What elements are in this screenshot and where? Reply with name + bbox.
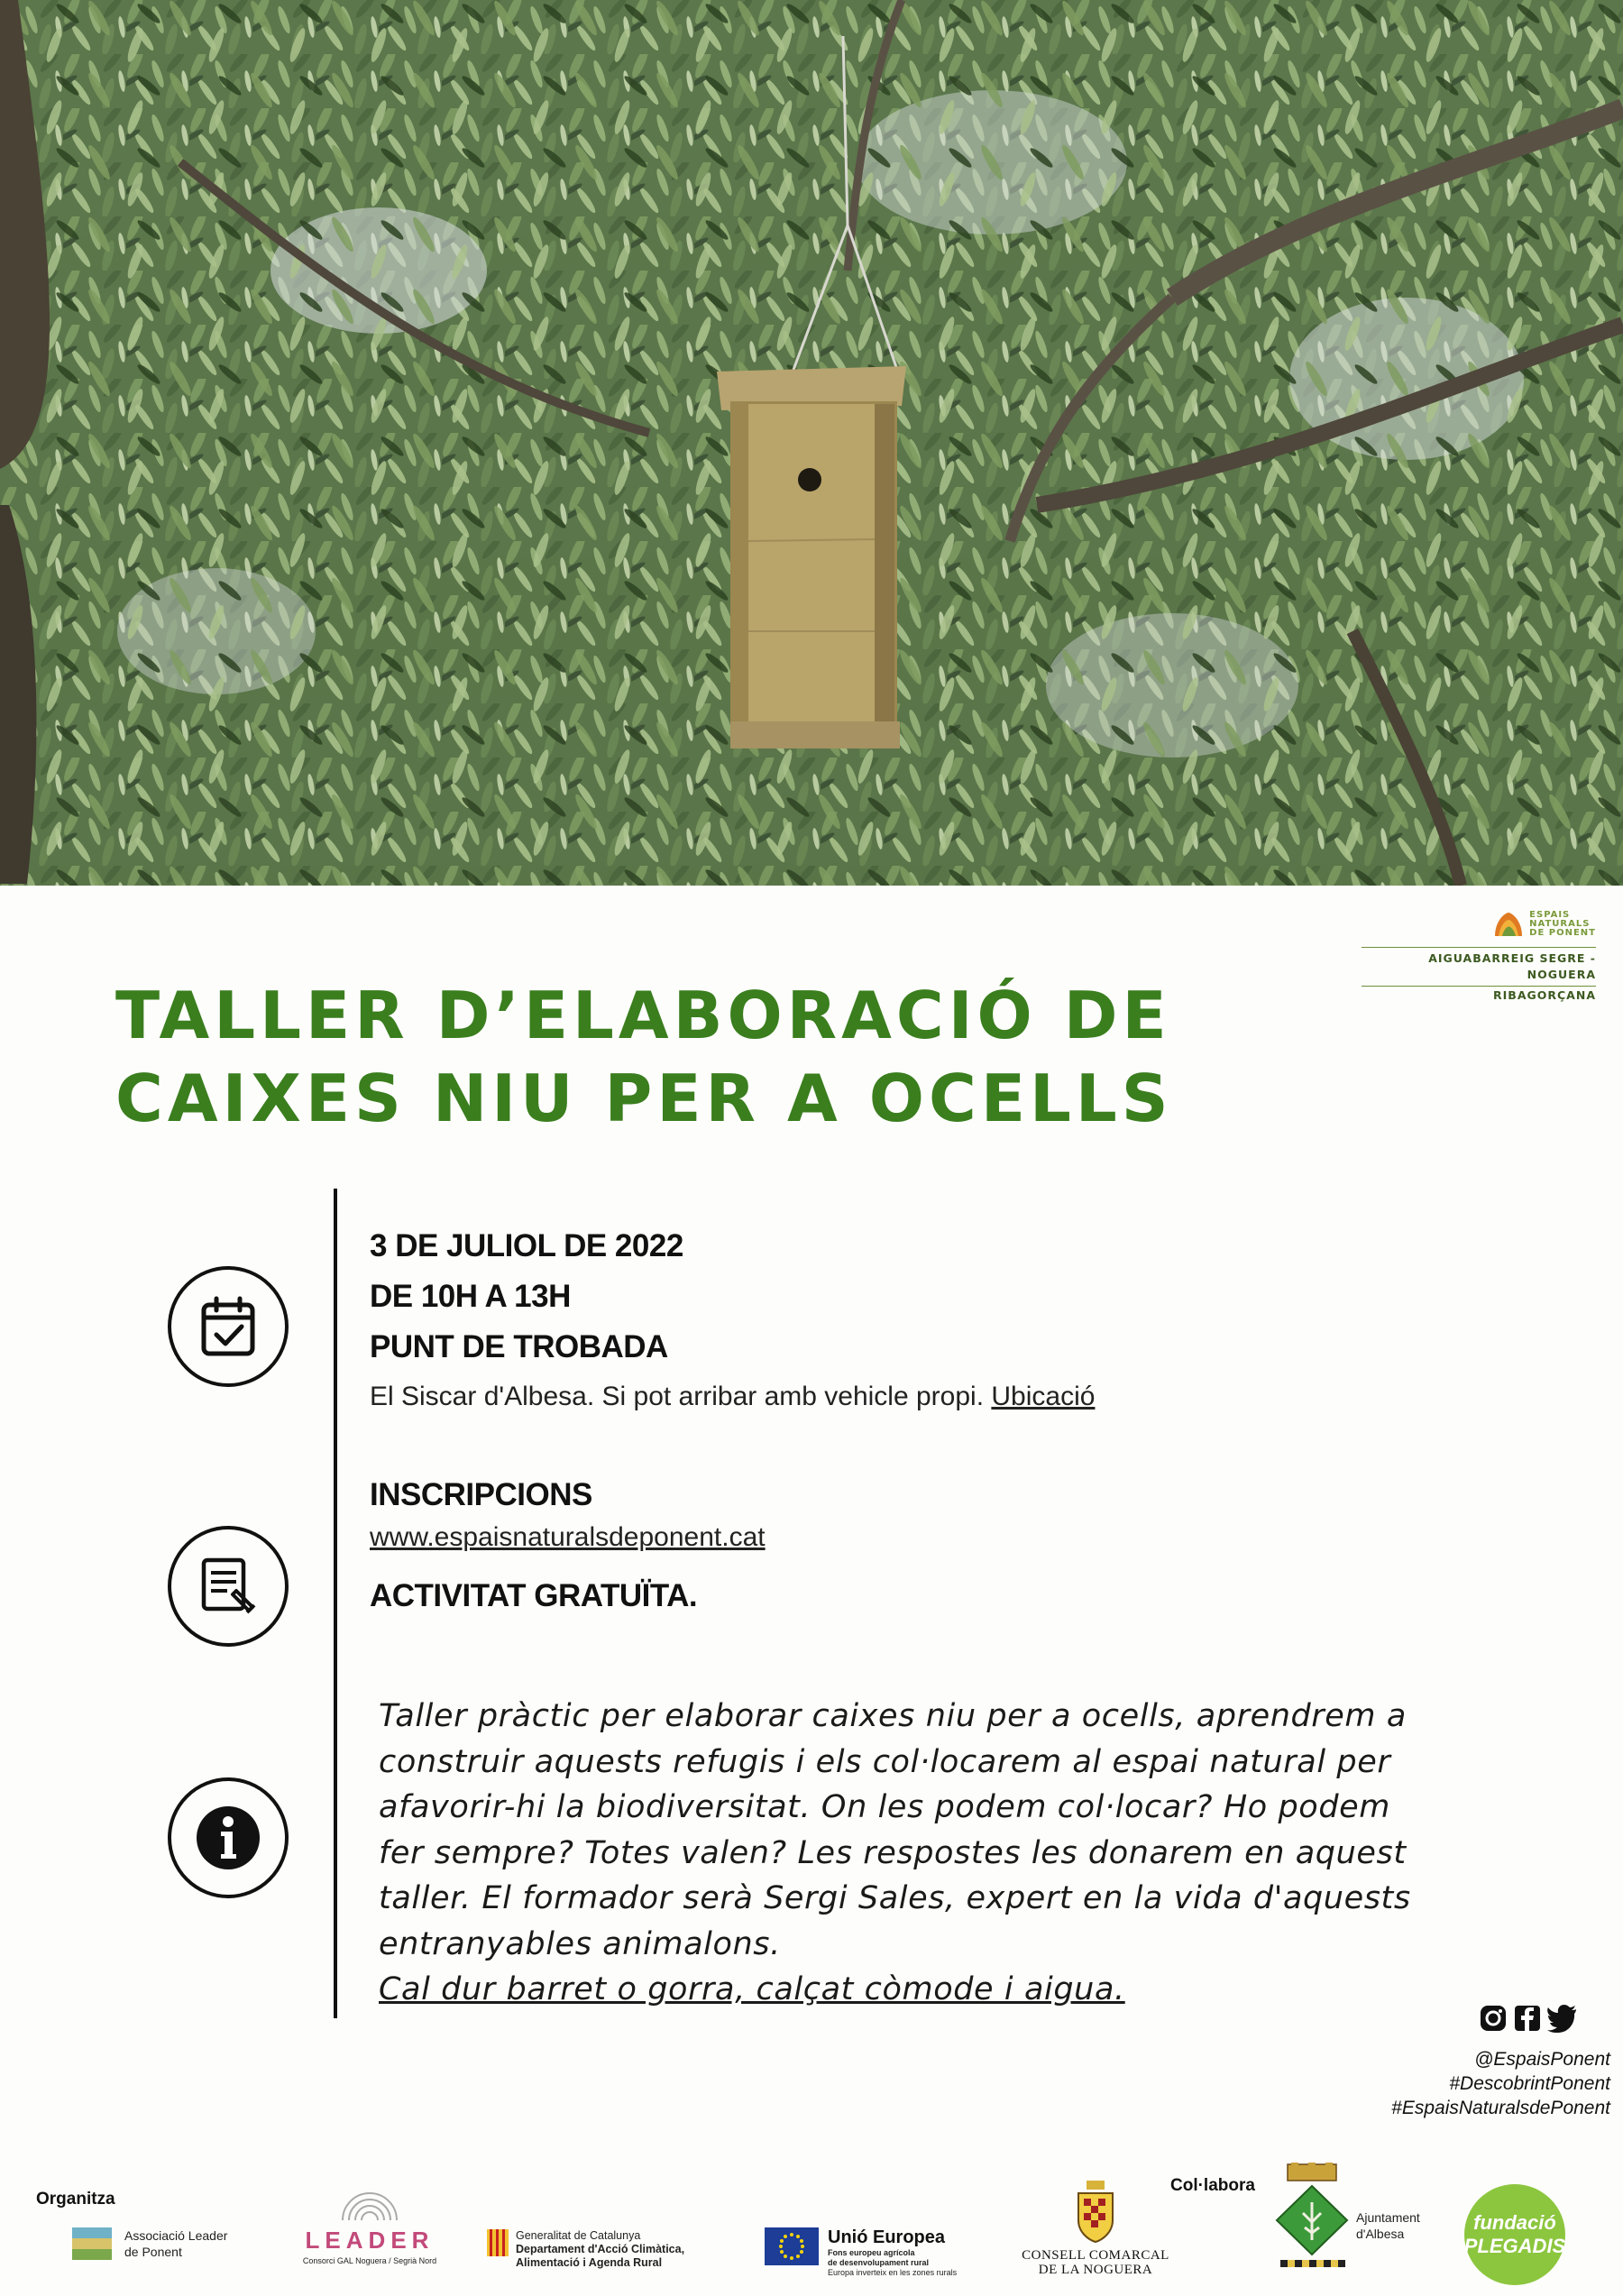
espais-naturals-brand [1362,911,1596,1002]
price-label: ACTIVITAT GRATUÏTA. [370,1578,698,1613]
consell-line1: CONSELL COMARCAL [1022,2248,1169,2263]
plegadis-line2: PLEGADIS [1463,2235,1566,2257]
brand-name-line2: NATURALS [1529,919,1591,929]
instagram-icon[interactable] [1479,2004,1508,2033]
consell-line2: DE LA NOGUERA [1038,2263,1153,2277]
ajuntament-albesa-logo [1273,2163,1420,2276]
description-line: Taller pràctic per elaborar caixes niu per a ocells, aprendrem a [379,1698,1407,1734]
brand-name-line1: ESPAIS [1529,910,1571,920]
leader-arcs-icon [338,2181,401,2220]
description-line: fer sempre? Totes valen? Les respostes les donarem en aquest [379,1834,1407,1871]
twitter-icon[interactable] [1547,2004,1578,2033]
meeting-text-row [370,1382,1095,1412]
ajuntament-line1: Ajuntament [1356,2210,1420,2225]
title-line1: TALLER D’ELABORACIÓ DE [115,978,1171,1053]
brand-name [1529,911,1596,938]
consell-comarcal-logo [1019,2181,1172,2277]
birdhouse-tree-photo-icon [0,0,1623,886]
page-title [115,974,1173,1140]
ajuntament-line2: d'Albesa [1356,2227,1405,2241]
gencat-line2: Departament d'Acció Climàtica, [516,2243,685,2255]
brand-region: AIGUABARREIG SEGRE - NOGUERA [1428,951,1596,981]
social-handle[interactable]: @EspaisPonent [1474,2049,1610,2070]
description [379,1694,1434,1967]
meeting-label: PUNT DE TROBADA [370,1329,668,1364]
collaborates-label: Col·labora [1170,2176,1255,2195]
eu-logo [765,2227,957,2278]
description-note: Cal dur barret o gorra, calçat còmode i aigua. [379,1971,1125,2007]
social-hashtag[interactable]: #EspaisNaturalsdePonent [1391,2098,1610,2118]
espais-naturals-logo-icon [1493,911,1524,938]
location-link[interactable]: Ubicació [991,1382,1096,1411]
leader-word: LEADER [305,2227,435,2254]
signup-link[interactable]: www.espaisnaturalsdeponent.cat [370,1522,766,1552]
brand-region-2: RIBAGORÇANA [1493,988,1596,1002]
eu-line2: de desenvolupament rural [828,2258,930,2267]
registration-form-icon [168,1526,289,1647]
plegadis-line1: fundació [1473,2211,1556,2234]
title-line2: CAIXES NIU PER A OCELLS [115,1061,1173,1136]
social-icons [1479,2004,1578,2033]
social-hashtag[interactable]: #DescobrintPonent [1449,2073,1610,2094]
event-time: DE 10H A 13H [370,1279,571,1314]
signup-label: INSCRIPCIONS [370,1477,592,1512]
calendar-icon [168,1266,289,1387]
organizes-label: Organitza [36,2190,115,2209]
description-line: entranyables animalons. [379,1925,781,1962]
consell-shield-icon [1075,2181,1116,2244]
brand-name-line3: DE PONENT [1529,928,1596,938]
description-line: construir aquests refugis i els col·locarem al espai natural per [379,1743,1391,1780]
event-date: 3 DE JULIOL DE 2022 [370,1228,683,1263]
hero-photo [0,0,1623,886]
generalitat-flag-icon [487,2229,509,2256]
eu-flag-icon [765,2227,819,2265]
eu-title: Unió Europea [828,2227,946,2247]
leader-assoc-line1: Associació Leader [124,2228,228,2243]
leader-ponent-icon [72,2227,112,2260]
meeting-text: El Siscar d'Albesa. Si pot arribar amb vehicle propi. [370,1382,985,1411]
description-line: afavorir-hi la biodiversitat. On les podem col·locar? Ho podem [379,1789,1390,1825]
generalitat-logo [487,2229,684,2270]
description-line: taller. El formador serà Sergi Sales, expert en la vida d'aquests [379,1880,1411,1916]
facebook-icon[interactable] [1513,2004,1542,2033]
info-icon [168,1777,289,1898]
eu-line1: Fons europeu agrícola [828,2248,915,2257]
leader-ponent-logo [72,2227,227,2260]
leader-logo [298,2181,442,2268]
eu-line3: Europa inverteix en les zones rurals [828,2268,958,2277]
gencat-line3: Alimentació i Agenda Rural [516,2256,663,2269]
leader-sub: Consorci GAL Noguera / Segrià Nord [302,2256,437,2265]
leader-assoc-line2: de Ponent [124,2245,182,2259]
albesa-coat-of-arms-icon [1273,2163,1351,2276]
vertical-divider [334,1189,337,2018]
social-text [1391,2047,1610,2120]
fundacio-plegadis-logo [1464,2184,1565,2285]
gencat-line1: Generalitat de Catalunya [516,2229,641,2242]
